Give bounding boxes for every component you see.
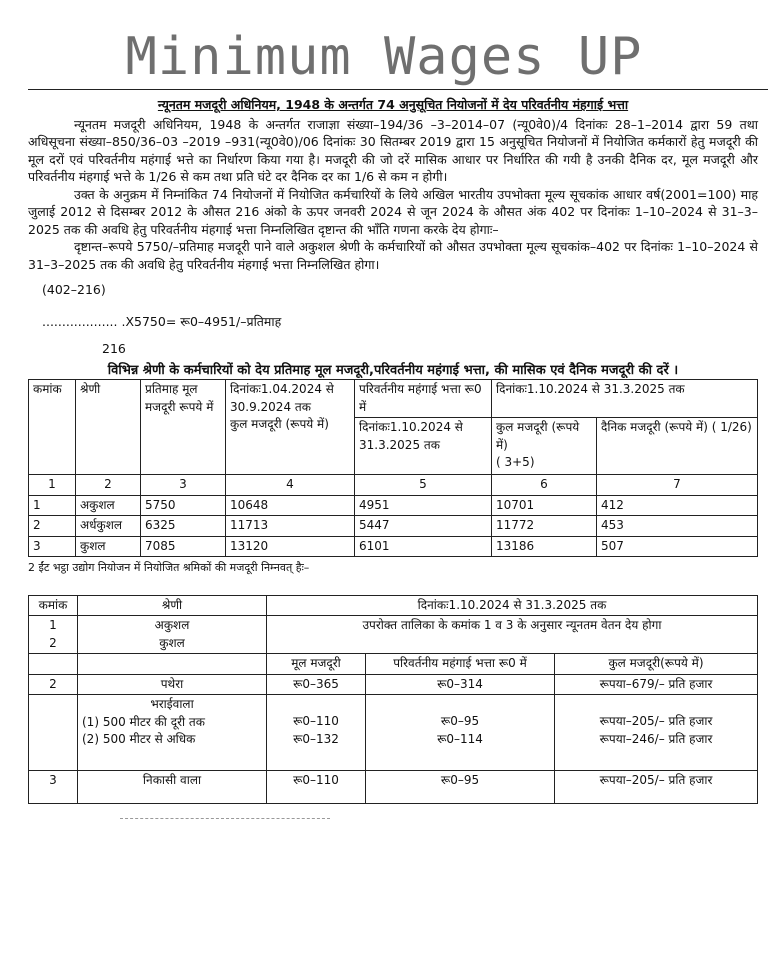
- table1-title: विभिन्न श्रेणी के कर्मचारियों को देय प्रतिमाह मूल मजदूरी,परिवर्तनीय महंगाई भत्ता, की मासिक एवं दैनिक मजदूरी की दरें ।: [107, 362, 679, 378]
- t2-r4-sno: 3: [29, 770, 78, 803]
- t2-sub-basic: मूल मजदूरी: [267, 654, 366, 675]
- table-cell: 507: [597, 536, 758, 557]
- t2-r3b-category: (2) 500 मीटर से अधिक: [82, 732, 196, 746]
- t2-r1-text: उपरोक्त तालिका के कमांक 1 व 3 के अनुसार न्यूनतम वेतन देय होगा: [267, 616, 758, 654]
- formula-expression: ................... .X5750= रू0–4951/–प्रतिमाह: [42, 313, 282, 329]
- t2-th-category: श्रेणी: [78, 595, 267, 616]
- page-header-title: Minimum Wages UP: [125, 27, 643, 87]
- t2-sub-total: कुल मजदूरी(रूपये में): [555, 654, 758, 675]
- t2-r4-category: निकासी वाला: [78, 770, 267, 803]
- table2-subheader-row: [29, 654, 758, 675]
- t2-r2-vda: रू0–314: [366, 674, 555, 695]
- t2-r3-basic: [267, 695, 366, 771]
- column-number-cell: 4: [226, 475, 355, 496]
- column-number-cell: 3: [141, 475, 226, 496]
- th-total-note: ( 3+5): [496, 455, 535, 469]
- t2-r3-category: [78, 695, 267, 771]
- table1-column-numbers: [29, 475, 758, 496]
- t2-r1-sno-2: 2: [49, 635, 57, 650]
- document-body: [28, 92, 758, 804]
- t2-r2-sno: 2: [29, 674, 78, 695]
- t2-r3a-total: रूपया–205/– प्रति हजार: [599, 714, 713, 728]
- t2-sub-empty-2: [78, 654, 267, 675]
- table-row: [29, 495, 758, 516]
- t2-r4-basic: रू0–110: [267, 770, 366, 803]
- table-cell: 2: [29, 516, 76, 537]
- th-total: [492, 418, 597, 475]
- t2-r3b-total: रूपया–246/– प्रति हजार: [599, 731, 713, 746]
- table-cell: 7085: [141, 536, 226, 557]
- t2-r4-vda: रू0–95: [366, 770, 555, 803]
- table-row: [29, 674, 758, 695]
- document-title: न्यूनतम मजदूरी अधिनियम, 1948 के अन्तर्गत 74 अनुसूचित नियोजनों में देय परिवर्तनीय मंहगाई भत्ता: [157, 97, 629, 112]
- paragraph-3: दृष्टान्त–रूपये 5750/–प्रतिमाह मजदूरी पाने वाले अकुशल श्रेणी के कर्मचारियों को औसत उपभोक्ता मूल्य सूचकांक–402 पर दिनांकः 1–10–2024 से 31–3–2025 तक की अवधि हेतु परिवर्तनीय मंहगाई भत्ता निम्नलिखित होगा।: [28, 239, 758, 272]
- formula-denominator: 216: [102, 341, 126, 356]
- table-row: [29, 536, 758, 557]
- t2-r3b-basic: रू0–132: [293, 731, 339, 746]
- th-total-label: कुल मजदूरी (रूपये में): [496, 420, 580, 452]
- table-cell: 6101: [355, 536, 492, 557]
- t2-th-sno: कमांक: [29, 595, 78, 616]
- t2-r1-sno-1: 1: [49, 618, 57, 632]
- th-basic: प्रतिमाह मूल मजदूरी रूपये में: [141, 380, 226, 475]
- t2-r1-sno: [29, 616, 78, 654]
- t2-r3a-vda: रू0–95: [440, 714, 480, 728]
- t2-th-period: दिनांकः1.10.2024 से 31.3.2025 तक: [267, 595, 758, 616]
- th-sno: कमांक: [29, 380, 76, 475]
- wage-rates-table: [28, 379, 758, 557]
- t2-r3-sno: [29, 695, 78, 771]
- t2-sub-empty-1: [29, 654, 78, 675]
- table2-header-row: [29, 595, 758, 616]
- column-number-cell: 5: [355, 475, 492, 496]
- table-cell: 10701: [492, 495, 597, 516]
- table1-body: [29, 495, 758, 557]
- paragraph-1: न्यूनतम मजदूरी अधिनियम, 1948 के अन्तर्गत राजाज्ञा संख्या–194/36 –3–2014–07 (न्यू0वे0)/4 दिनांकः 28–1–2014 द्वारा 59 तथा अधिसूचना संख्या–850/36–03 –2019 –931(न्यू0वे0)/06 दिनांकः 30 सितम्बर 2019 द्वारा 15 अनुसूचित नियोजनों में नियोजित कर्मकारों हेतु मजदूरी की मूल दरों एवं परिवर्तनीय महंगाई भत्ते का निर्धारण किया गया है। मजदूरी की जो दरें मासिक आधार पर निर्धारित की गयी है उनकी दैनिक दर, मूल मजदूरी और परिवर्तनीय मंहगाई भत्ते के 1/26 से कम तथा प्रति घंटे दर दैनिक दर का 1/6 से कम न होगी।: [28, 116, 758, 184]
- table-cell: 11713: [226, 516, 355, 537]
- table-cell: 5750: [141, 495, 226, 516]
- brick-kiln-note: 2 ईंट भट्ठा उद्योग नियोजन में नियोजित श्रमिकों की मजदूरी निम्नवत् हैः–: [28, 561, 310, 574]
- th-period: दिनांकः1.10.2024 से 31.3.2025 तक: [492, 380, 758, 418]
- t2-r1-category: [78, 616, 267, 654]
- bottom-dashed-mark: [120, 818, 330, 819]
- th-prev-period: [226, 380, 355, 475]
- table-cell: अकुशल: [76, 495, 141, 516]
- column-number-cell: 2: [76, 475, 141, 496]
- table-cell: कुशल: [76, 536, 141, 557]
- t2-r1-category-1: अकुशल: [154, 618, 190, 632]
- table-row: [29, 770, 758, 803]
- table-cell: 453: [597, 516, 758, 537]
- table-cell: 412: [597, 495, 758, 516]
- table-cell: 11772: [492, 516, 597, 537]
- table-row: [29, 516, 758, 537]
- brick-kiln-table: [28, 595, 758, 804]
- t2-r1-category-2: कुशल: [159, 635, 185, 650]
- t2-sub-vda: परिवर्तनीय महंगाई भत्ता रू0 में: [366, 654, 555, 675]
- t2-r3-category-title: भराईवाला: [150, 697, 194, 711]
- table-cell: 6325: [141, 516, 226, 537]
- t2-r3-vda: [366, 695, 555, 771]
- t2-r2-basic: रू0–365: [267, 674, 366, 695]
- column-number-cell: 7: [597, 475, 758, 496]
- table-cell: 4951: [355, 495, 492, 516]
- th-category: श्रेणी: [76, 380, 141, 475]
- formula-block: [42, 281, 758, 358]
- th-vda: परिवर्तनीय महंगाई भत्ता रू0 में: [355, 380, 492, 418]
- formula-numerator: (402–216): [42, 282, 106, 297]
- t2-r2-category: पथेरा: [78, 674, 267, 695]
- t2-r3b-vda: रू0–114: [437, 731, 483, 746]
- table-row: [29, 695, 758, 771]
- t2-r3-total: [555, 695, 758, 771]
- t2-r3a-category: (1) 500 मीटर की दूरी तक: [82, 714, 205, 729]
- table-cell: 1: [29, 495, 76, 516]
- th-prev-period-label: दिनांकः1.04.2024 से 30.9.2024 तक: [230, 382, 334, 414]
- table-cell: 5447: [355, 516, 492, 537]
- table1-header-row: [29, 380, 758, 418]
- table-cell: 13120: [226, 536, 355, 557]
- header-divider: [28, 89, 768, 90]
- table-cell: अर्धकुशल: [76, 516, 141, 537]
- t2-r3a-basic: रू0–110: [293, 714, 339, 728]
- column-number-cell: 1: [29, 475, 76, 496]
- table-cell: 10648: [226, 495, 355, 516]
- table-row: [29, 616, 758, 654]
- th-daily: दैनिक मजदूरी (रूपये में) ( 1/26): [597, 418, 758, 475]
- table-cell: 13186: [492, 536, 597, 557]
- column-number-cell: 6: [492, 475, 597, 496]
- t2-r4-total: रूपया–205/– प्रति हजार: [555, 770, 758, 803]
- paragraph-2: उक्त के अनुक्रम में निम्नांकित 74 नियोजनों में नियोजित कर्मचारियों के लिये अखिल भारतीय उपभोक्ता मूल्य सूचकांक आधार वर्ष(2001=100) माह जुलाई 2012 से दिसम्बर 2012 के औसत 216 अंको के ऊपर जनवरी 2024 से जून 2024 के औसत अंक 402 पर दिनांकः 1–10–2024 से 31–3–2025 तक की अवधि हेतु परिवर्तनीय मंहगाई भत्ता निम्नलिखित दृष्टान्त की भाँति गणना करके देय होगाः–: [28, 186, 758, 237]
- th-vda-period: दिनांकः1.10.2024 से 31.3.2025 तक: [355, 418, 492, 475]
- t2-r2-total: रूपया–679/– प्रति हजार: [555, 674, 758, 695]
- th-prev-total-label: कुल मजदूरी (रूपये में): [230, 417, 329, 431]
- table-cell: 3: [29, 536, 76, 557]
